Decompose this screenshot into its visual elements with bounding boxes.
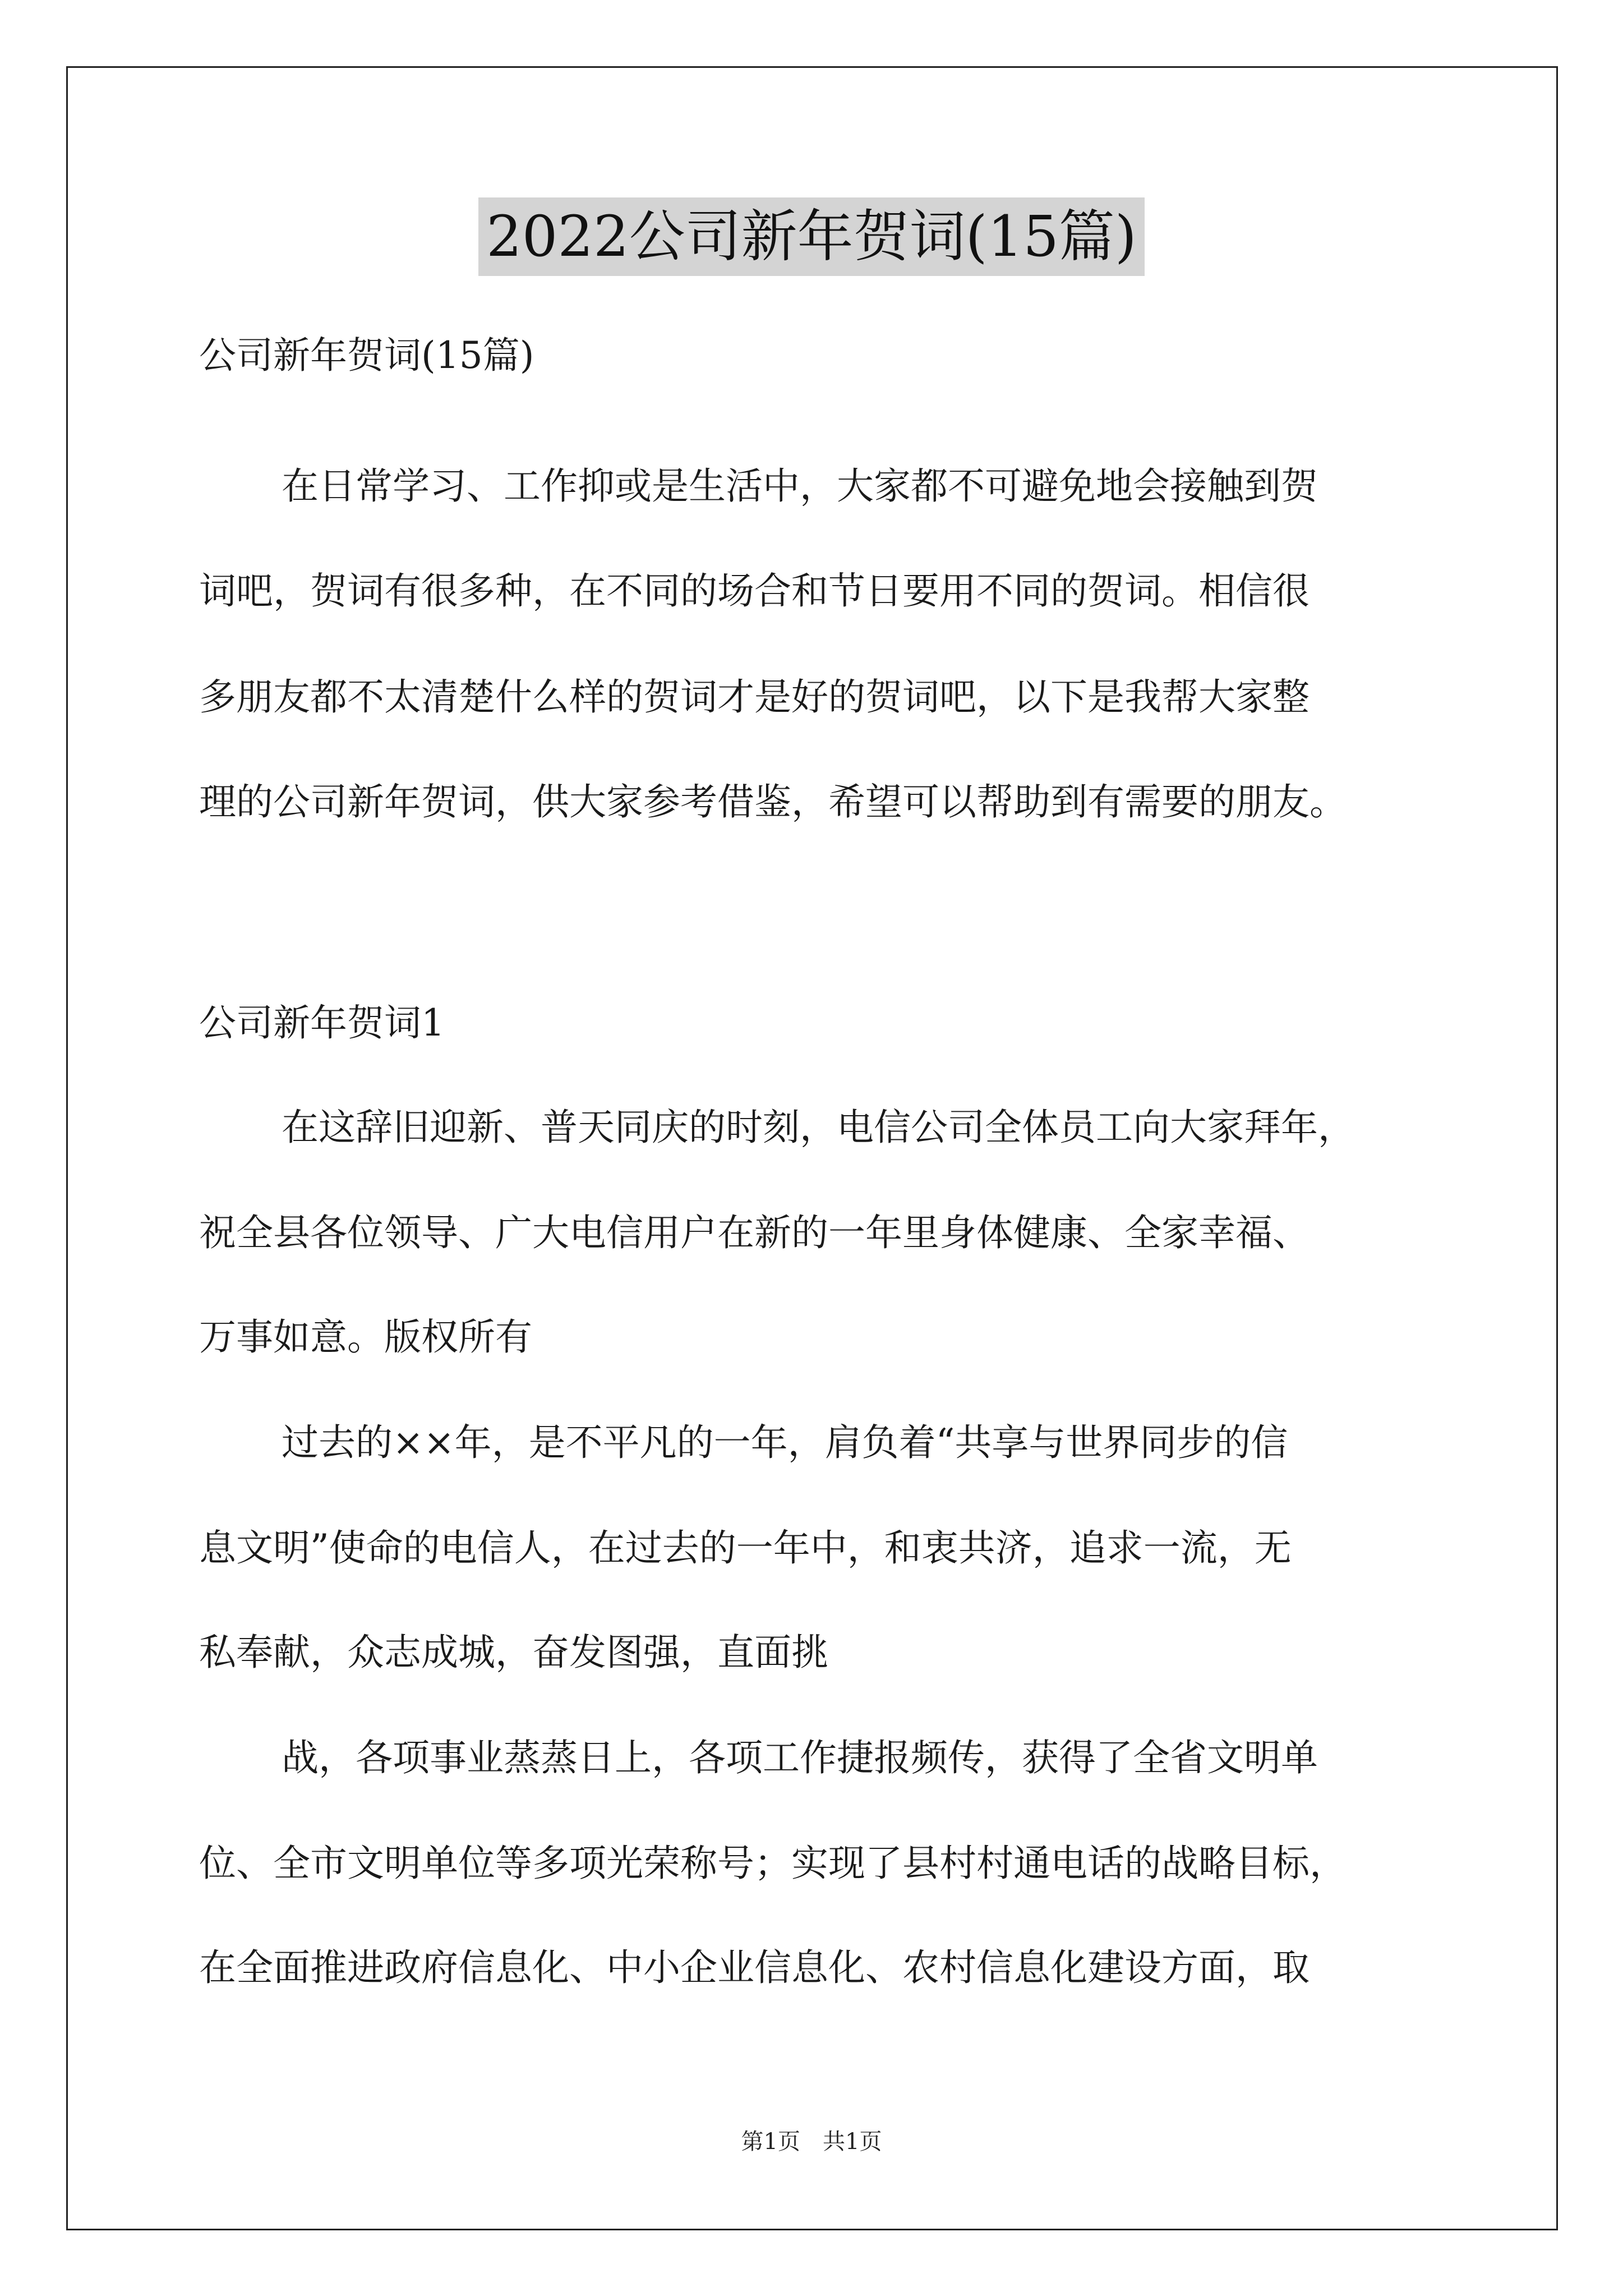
- subtitle-line: 公司新年贺词(15篇): [199, 334, 534, 377]
- paragraph-line: 词吧，贺词有很多种，在不同的场合和节日要用不同的贺词。相信很: [199, 569, 1310, 613]
- section-heading: 公司新年贺词1: [199, 1001, 445, 1045]
- paragraph-line: 位、全市文明单位等多项光荣称号；实现了县村村通电话的战略目标，: [199, 1842, 1347, 1885]
- paragraph-line: 万事如意。版权所有: [199, 1315, 532, 1359]
- paragraph-line: 理的公司新年贺词，供大家参考借鉴，希望可以帮助到有需要的朋友。: [199, 780, 1347, 823]
- document-title: 2022公司新年贺词(15篇): [478, 197, 1145, 276]
- title-container: [0, 197, 1623, 276]
- paragraph-line: 过去的××年，是不平凡的一年，肩负着“共享与世界同步的信: [282, 1421, 1288, 1464]
- paragraph-line: 息文明”使命的电信人，在过去的一年中，和衷共济，追求一流，无: [199, 1526, 1292, 1570]
- paragraph-line: 祝全县各位领导、广大电信用户在新的一年里身体健康、全家幸福、: [199, 1211, 1310, 1254]
- paragraph-line: 在日常学习、工作抑或是生活中，大家都不可避免地会接触到贺: [282, 464, 1318, 508]
- paragraph-line: 在这辞旧迎新、普天同庆的时刻，电信公司全体员工向大家拜年，: [282, 1106, 1355, 1149]
- paragraph-line: 在全面推进政府信息化、中小企业信息化、农村信息化建设方面，取: [199, 1946, 1310, 1989]
- paragraph-line: 战，各项事业蒸蒸日上，各项工作捷报频传，获得了全省文明单: [282, 1736, 1318, 1779]
- paragraph-line: 多朋友都不太清楚什么样的贺词才是好的贺词吧，以下是我帮大家整: [199, 675, 1310, 719]
- paragraph-line: 私奉献，众志成城，奋发图强，直面挑: [199, 1631, 828, 1674]
- page-number: 第1页 共1页: [741, 2129, 882, 2155]
